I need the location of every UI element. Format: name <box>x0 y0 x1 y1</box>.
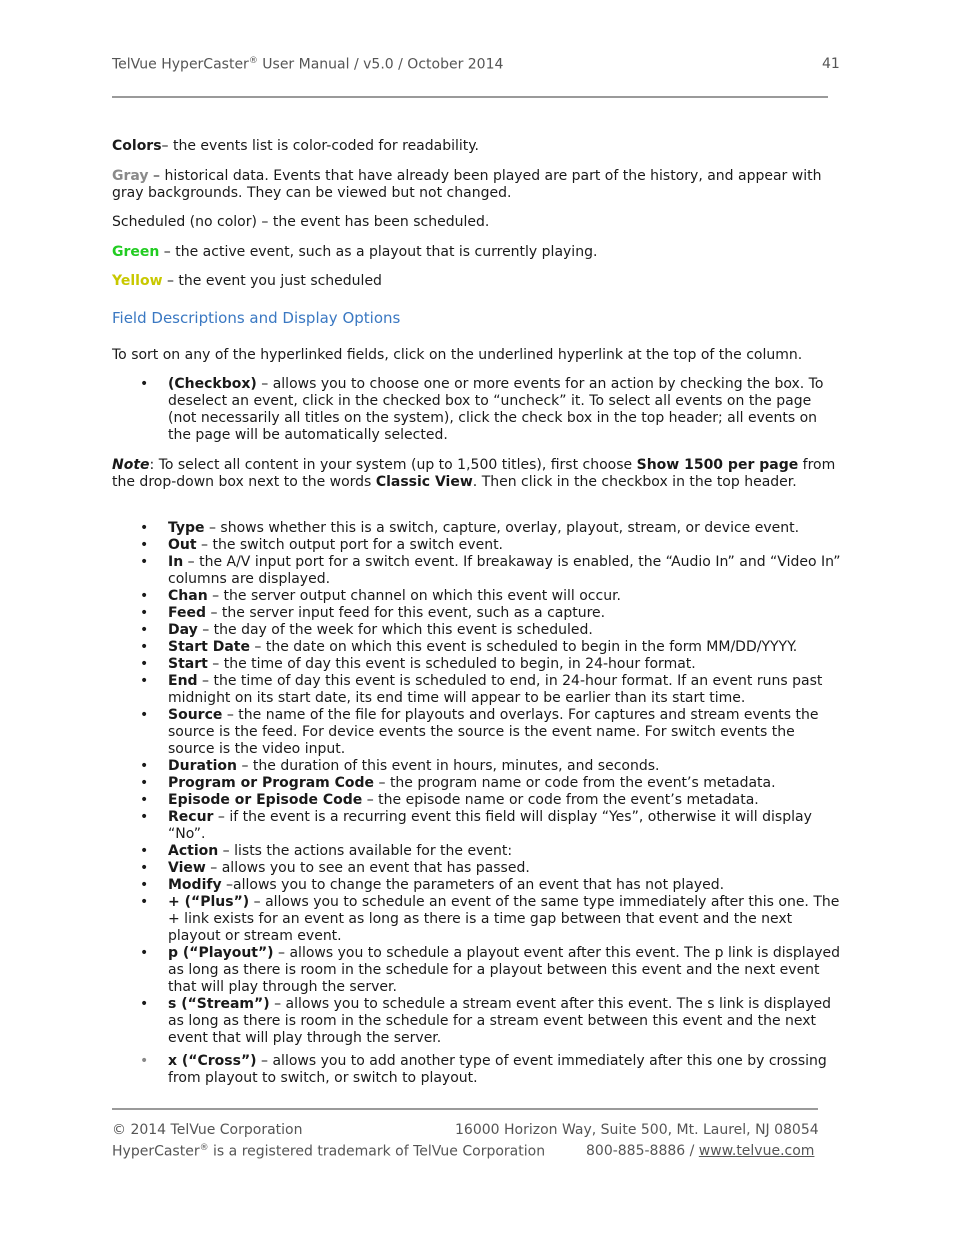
bullet-icon: • <box>140 775 149 791</box>
item-desc: – the program name or code from the event’s metadata. <box>374 775 776 791</box>
list-item <box>112 758 842 775</box>
colors-term: Colors <box>112 138 162 154</box>
color-yellow-item <box>112 273 842 290</box>
item-desc: – allows you to schedule a stream event after this event. The s link is displayed as long as there is room in the schedule for a stream event between this event and the next event that will play through the server. <box>168 996 832 1046</box>
item-term: Start <box>168 656 208 672</box>
list-item <box>112 639 842 656</box>
note-label: Note <box>112 457 150 473</box>
list-item <box>112 605 842 622</box>
list-item <box>112 894 842 945</box>
bullet-icon: • <box>140 639 149 655</box>
item-term: Source <box>168 707 223 723</box>
item-term: Episode or Episode Code <box>168 792 363 808</box>
header-rule <box>112 96 828 98</box>
color-yellow-desc: – the event you just scheduled <box>162 273 382 289</box>
item-desc: – allows you to schedule a playout event after this event. The p link is displayed as long as there is room in the schedule for a playout between this event and the next event that will play through the server. <box>168 945 841 995</box>
item-desc: – the duration of this event in hours, minutes, and seconds. <box>237 758 660 774</box>
registered-mark: ® <box>248 56 258 66</box>
bullet-icon: • <box>140 622 149 638</box>
page-header <box>112 56 503 73</box>
item-term: Duration <box>168 758 238 774</box>
bullet-icon: • <box>140 877 149 893</box>
item-desc: – the time of day this event is scheduled to begin, in 24-hour format. <box>207 656 696 672</box>
trademark-text: is a registered trademark of TelVue Corporation <box>208 1143 546 1160</box>
bullet-icon: • <box>140 792 149 808</box>
bullet-icon: • <box>140 656 149 672</box>
footer-address: 16000 Horizon Way, Suite 500, Mt. Laurel, NJ 08054 <box>455 1122 819 1138</box>
color-yellow-term: Yellow <box>112 273 163 289</box>
bullet-icon: • <box>140 860 149 876</box>
item-term: In <box>168 554 184 570</box>
item-term: Modify <box>168 877 222 893</box>
color-gray-item <box>112 168 842 202</box>
item-term: p (“Playout”) <box>168 945 274 961</box>
bullet-icon: • <box>140 537 149 553</box>
item-desc: –allows you to change the parameters of an event that has not played. <box>221 877 725 893</box>
item-desc: – the server output channel on which this event will occur. <box>207 588 621 604</box>
list-item <box>112 707 842 758</box>
footer-trademark <box>112 1143 545 1160</box>
item-desc: – the A/V input port for a switch event. If breakaway is enabled, the “Audio In” and “Video In” columns are displayed. <box>168 554 841 587</box>
item-desc: – the episode name or code from the event’s metadata. <box>362 792 759 808</box>
bullet-icon: • <box>140 707 149 723</box>
list-item <box>112 945 842 996</box>
trademark-name: HyperCaster <box>112 1143 200 1160</box>
item-term: Recur <box>168 809 214 825</box>
item-desc: – the day of the week for which this event is scheduled. <box>197 622 593 638</box>
field-list <box>112 520 842 1087</box>
list-item <box>112 656 842 673</box>
list-item <box>112 520 842 537</box>
item-term: Chan <box>168 588 208 604</box>
bullet-icon: • <box>140 554 149 570</box>
item-term: Start Date <box>168 639 250 655</box>
item-term: Program or Program Code <box>168 775 375 791</box>
item-term: s (“Stream”) <box>168 996 270 1012</box>
list-item <box>112 588 842 605</box>
item-term: View <box>168 860 206 876</box>
list-item <box>112 792 842 809</box>
note-bold-2: Classic View <box>375 474 473 490</box>
checkbox-list <box>112 376 842 444</box>
color-green-term: Green <box>112 244 160 260</box>
item-term: Feed <box>168 605 207 621</box>
list-item <box>112 775 842 792</box>
list-item <box>112 877 842 894</box>
bullet-icon: • <box>140 945 149 961</box>
header-title: TelVue HyperCaster <box>112 56 249 73</box>
note-paragraph <box>112 457 842 491</box>
note-bold-1: Show 1500 per page <box>636 457 799 473</box>
item-desc: – allows you to see an event that has passed. <box>205 860 530 876</box>
item-desc: – the time of day this event is scheduled to end, in 24-hour format. If an event runs past midnight on its start date, its end time will appear to be earlier than its start time. <box>168 673 823 706</box>
item-desc: – lists the actions available for the event: <box>218 843 513 859</box>
list-item <box>112 622 842 639</box>
color-gray-desc: – historical data. Events that have already been played are part of the history, and appear with gray backgrounds. They can be viewed but not changed. <box>112 168 822 201</box>
bullet-icon: • <box>140 376 149 392</box>
sort-instructions: To sort on any of the hyperlinked fields, click on the underlined hyperlink at the top of the column. <box>112 347 803 363</box>
item-desc: – the server input feed for this event, such as a capture. <box>206 605 606 621</box>
footer-phone: 800-885-8886 / <box>586 1143 699 1159</box>
item-term: (Checkbox) <box>168 376 257 392</box>
item-term: + (“Plus”) <box>168 894 250 910</box>
item-desc: – the name of the file for playouts and overlays. For captures and stream events the source is the feed. For device events the source is the event name. For switch events the source is the video input. <box>168 707 819 757</box>
header-title-rest: User Manual / v5.0 / October 2014 <box>257 56 504 73</box>
website-link[interactable]: www.telvue.com <box>698 1143 815 1159</box>
bullet-icon: • <box>140 673 149 689</box>
footer-contact <box>586 1143 814 1159</box>
note-text-3: . Then click in the checkbox in the top header. <box>472 474 797 490</box>
item-term: x (“Cross”) <box>168 1053 257 1069</box>
item-term: End <box>168 673 198 689</box>
list-item <box>112 996 842 1047</box>
color-gray-term: Gray <box>112 168 149 184</box>
footer-copyright: © 2014 TelVue Corporation <box>112 1122 303 1138</box>
colors-desc: – the events list is color-coded for readability. <box>161 138 480 154</box>
bullet-icon: • <box>140 605 149 621</box>
item-desc: – the switch output port for a switch event. <box>196 537 504 553</box>
color-green-desc: – the active event, such as a playout that is currently playing. <box>159 244 598 260</box>
bullet-icon: • <box>140 809 149 825</box>
footer-rule <box>112 1108 818 1110</box>
note-text-1: : To select all content in your system (up to 1,500 titles), first choose <box>149 457 637 473</box>
bullet-icon: • <box>140 894 149 910</box>
item-desc: – allows you to add another type of event immediately after this one by crossing from playout to switch, or switch to playout. <box>168 1053 827 1086</box>
section-heading: Field Descriptions and Display Options <box>112 309 401 327</box>
bullet-icon: • <box>140 996 149 1012</box>
item-desc: – if the event is a recurring event this field will display “Yes”, otherwise it will display “No”. <box>168 809 812 842</box>
item-desc: – the date on which this event is scheduled to begin in the form MM/DD/YYYY. <box>249 639 798 655</box>
list-item <box>112 809 842 843</box>
item-term: Out <box>168 537 197 553</box>
color-green-item <box>112 244 842 261</box>
item-term: Day <box>168 622 198 638</box>
item-term: Action <box>168 843 219 859</box>
registered-mark: ® <box>199 1143 209 1153</box>
list-item <box>112 537 842 554</box>
note-text-2: from the drop-down box next to the words <box>112 457 836 490</box>
colors-intro <box>112 138 842 155</box>
list-item <box>112 554 842 588</box>
page-number: 41 <box>822 56 840 72</box>
item-desc: – allows you to choose one or more events for an action by checking the box. To deselect an event, click in the checked box to “uncheck” it. To select all events on the page (not necessarily all titles on the system), click the check box in the top header; all events on the page will be automatically selected. <box>168 376 824 443</box>
bullet-icon: • <box>140 843 149 859</box>
item-term: Type <box>168 520 205 536</box>
bullet-icon: • <box>140 520 149 536</box>
color-scheduled-item: Scheduled (no color) – the event has been scheduled. <box>112 214 490 230</box>
bullet-icon: • <box>140 758 149 774</box>
list-item <box>112 860 842 877</box>
list-item <box>112 376 842 444</box>
list-item <box>112 1053 842 1087</box>
list-item <box>112 843 842 860</box>
bullet-icon: • <box>140 588 149 604</box>
bullet-icon: • <box>140 1053 149 1069</box>
list-item <box>112 673 842 707</box>
item-desc: – allows you to schedule an event of the same type immediately after this one. The + link exists for an event as long as there is a time gap between that event and the next playout or stream event. <box>168 894 840 944</box>
item-desc: – shows whether this is a switch, capture, overlay, playout, stream, or device event. <box>204 520 800 536</box>
